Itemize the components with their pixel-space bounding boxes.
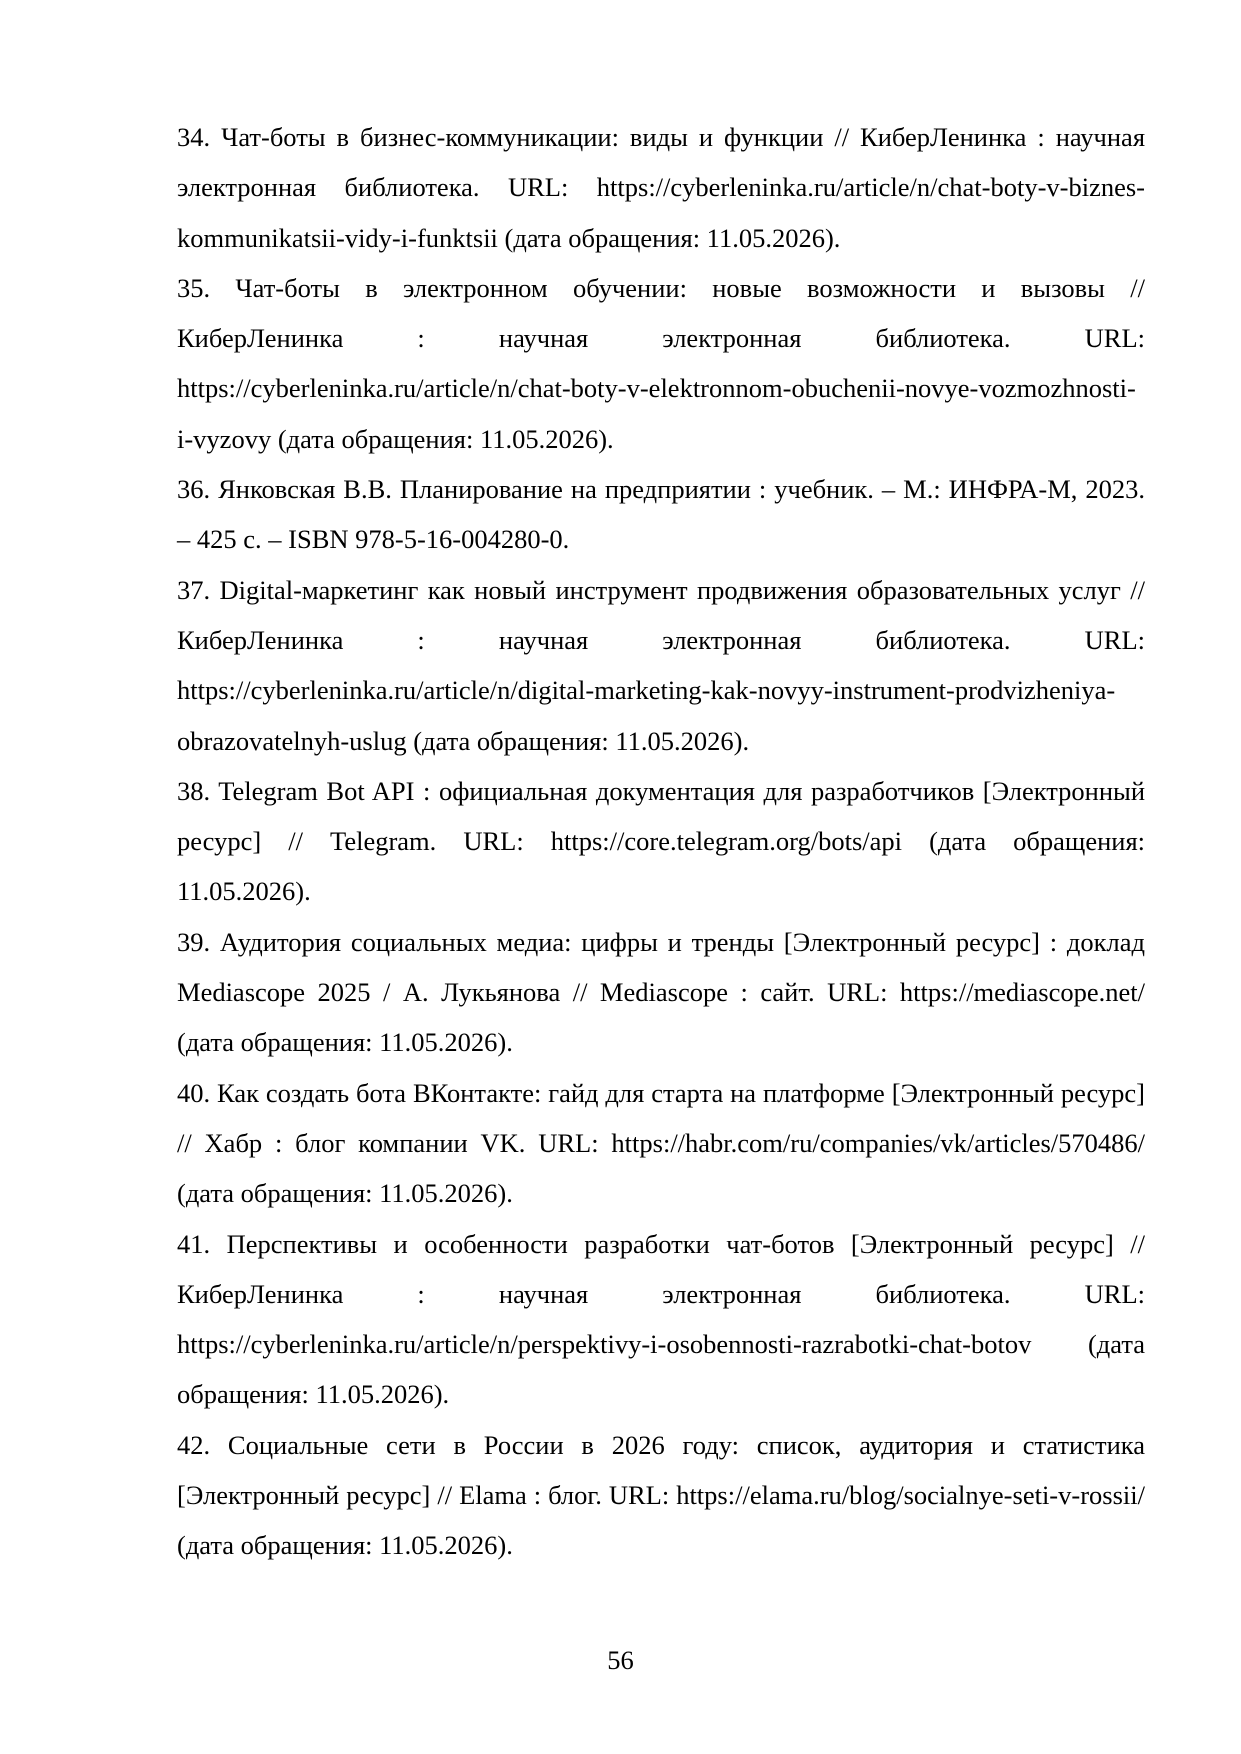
reference-text: Чат-боты в электронном обучении: новые возможности и вызовы // КиберЛенинка : научная электронная библиотека. URL: https://cyberleninka.ru/article/n/chat-boty-v-elektronnom-obuchenii-novye-vozmozhnosti-i-vyzovy (дата обращения: 11.05.2026). xyxy=(177,272,1146,454)
reference-item xyxy=(177,565,1145,766)
reference-text: Digital-маркетинг как новый инструмент продвижения образовательных услуг // КиберЛенинка : научная электронная библиотека. URL: https://cyberleninka.ru/article/n/digital-marketing-kak-novyy-instrument-prodvizheniya-obrazovatelnyh-uslug (дата обращения: 11.05.2026). xyxy=(177,574,1145,756)
reference-number: 35. xyxy=(177,272,211,303)
reference-item xyxy=(177,1420,1145,1571)
reference-number: 36. xyxy=(177,474,211,505)
reference-item xyxy=(177,263,1145,464)
reference-number: 37. xyxy=(177,574,211,605)
reference-number: 40. xyxy=(177,1077,211,1108)
reference-text: Как создать бота ВКонтакте: гайд для старта на платформе [Электронный ресурс] // Хабр : блог компании VK. URL: https://habr.com/ru/companies/vk/articles/570486/ (дата обращения: 11.05.2026). xyxy=(177,1077,1146,1209)
reference-item xyxy=(177,766,1145,917)
reference-item xyxy=(177,1219,1145,1420)
reference-number: 34. xyxy=(177,122,211,152)
reference-text: Социальные сети в России в 2026 году: список, аудитория и статистика [Электронный ресурс] // Elama : блог. URL: https://elama.ru/blog/socialnye-seti-v-rossii/ (дата обращения: 11.05.2026). xyxy=(177,1429,1146,1561)
reference-text: Telegram Bot API : официальная документация для разработчиков [Электронный ресурс] // Telegram. URL: https://core.telegram.org/bots/api (дата обращения: 11.05.2026). xyxy=(177,775,1145,907)
reference-number: 38. xyxy=(177,775,211,806)
reference-text: Чат-боты в бизнес-коммуникации: виды и функции // КиберЛенинка : научная электронная библиотека. URL: https://cyberleninka.ru/article/n/chat-boty-v-biznes-kommunikatsii-vidy-i-funktsii (дата обращения: 11.05.2026). xyxy=(177,122,1146,253)
reference-item xyxy=(177,1068,1145,1219)
reference-item xyxy=(177,464,1145,565)
reference-number: 42. xyxy=(177,1429,211,1460)
page-number: 56 xyxy=(607,1645,634,1675)
reference-item xyxy=(177,112,1145,263)
reference-text: Аудитория социальных медиа: цифры и тренды [Электронный ресурс] : доклад Mediascope 2025 / А. Лукьянова // Mediascope : сайт. URL: https://mediascope.net/ (дата обращения: 11.05.2026). xyxy=(177,926,1145,1058)
reference-number: 41. xyxy=(177,1228,211,1259)
reference-number: 39. xyxy=(177,926,211,957)
reference-text: Янковская В.В. Планирование на предприятии : учебник. – М.: ИНФРА-М, 2023. – 425 с. – ISBN 978-5-16-004280-0. xyxy=(177,474,1145,555)
bibliography-list xyxy=(177,112,1145,1571)
reference-item xyxy=(177,917,1145,1068)
reference-text: Перспективы и особенности разработки чат-ботов [Электронный ресурс] // КиберЛенинка : научная электронная библиотека. URL: https://cyberleninka.ru/article/n/perspektivy-i-osobennosti-razrabotki-chat-botov (дата обращения: 11.05.2026). xyxy=(177,1228,1146,1410)
